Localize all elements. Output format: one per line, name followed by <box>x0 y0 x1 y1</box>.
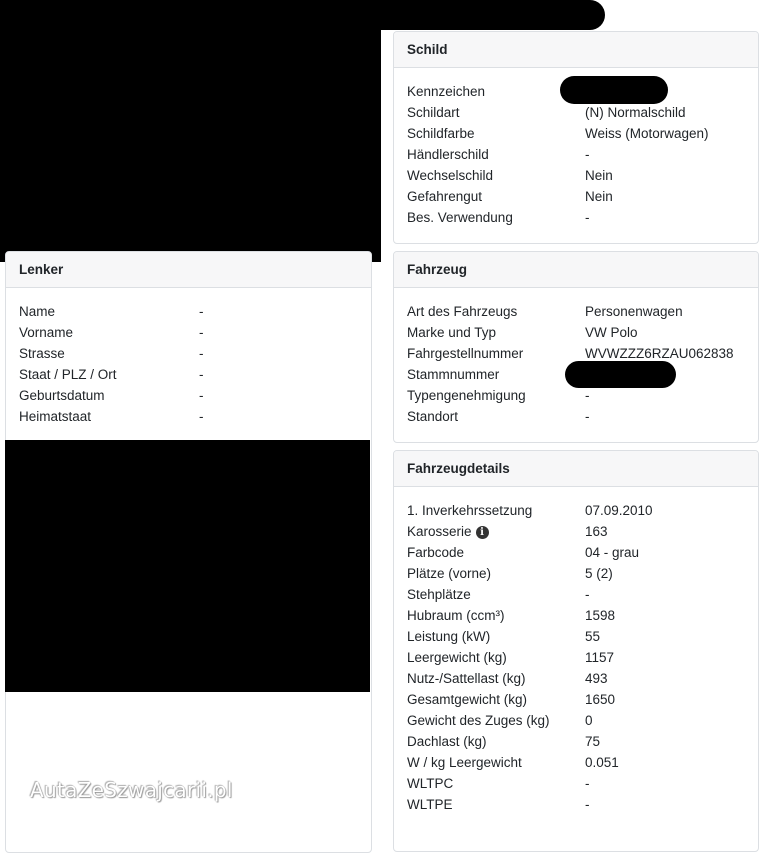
redaction-block-top-left <box>0 0 381 262</box>
row-value: - <box>199 304 204 319</box>
details-row-hubraum <box>394 605 758 626</box>
details-row-wltpe <box>394 794 758 815</box>
row-value: - <box>585 147 590 162</box>
row-label: Standort <box>407 409 459 424</box>
row-label: Hubraum (ccm³) <box>407 608 505 623</box>
row-value: 07.09.2010 <box>585 503 653 518</box>
row-label: WLTPC <box>407 776 454 791</box>
redaction-kennzeichen <box>560 76 668 104</box>
lenker-row-heimatstaat <box>6 406 371 427</box>
row-value: 493 <box>585 671 608 686</box>
redaction-block-lenker-lower <box>5 440 370 692</box>
row-value: Nein <box>585 189 613 204</box>
row-label: Name <box>19 304 56 319</box>
fahrzeug-card <box>393 251 759 443</box>
row-label: Strasse <box>19 346 65 361</box>
details-row-plaetze <box>394 563 758 584</box>
row-label: Fahrgestellnummer <box>407 346 524 361</box>
fahrzeug-row-marke-typ <box>394 322 758 343</box>
lenker-card-title: Lenker <box>6 252 371 288</box>
row-label: Händlerschild <box>407 147 489 162</box>
row-value: 0.051 <box>585 755 619 770</box>
row-label: Nutz-/Sattellast (kg) <box>407 671 526 686</box>
row-value: - <box>199 409 204 424</box>
row-value: Weiss (Motorwagen) <box>585 126 709 141</box>
details-row-w-kg <box>394 752 758 773</box>
row-value: - <box>199 346 204 361</box>
row-value: 1650 <box>585 692 616 707</box>
row-value: - <box>585 776 590 791</box>
fahrzeugdetails-card <box>393 450 759 852</box>
row-label: Gesamtgewicht (kg) <box>407 692 528 707</box>
lenker-row-strasse <box>6 343 371 364</box>
row-label: WLTPE <box>407 797 453 812</box>
row-label: Heimatstaat <box>19 409 92 424</box>
row-value: - <box>199 325 204 340</box>
lenker-row-geburtsdatum <box>6 385 371 406</box>
row-value: (N) Normalschild <box>585 105 686 120</box>
watermark: AutaZeSzwajcarii.pl <box>30 778 233 802</box>
schild-card <box>393 31 759 244</box>
row-label: Gewicht des Zuges (kg) <box>407 713 550 728</box>
details-row-gewicht-zug <box>394 710 758 731</box>
row-value: 1598 <box>585 608 616 623</box>
schild-row-wechselschild <box>394 165 758 186</box>
fahrzeug-card-body <box>394 288 758 427</box>
row-label: Vorname <box>19 325 74 340</box>
schild-row-schildart <box>394 102 758 123</box>
row-value: - <box>199 388 204 403</box>
schild-row-haendlerschild <box>394 144 758 165</box>
details-row-nutzlast <box>394 668 758 689</box>
details-row-wltpc <box>394 773 758 794</box>
row-value: WVWZZZ6RZAU062838 <box>585 346 734 361</box>
row-label: Karosserie <box>407 524 472 539</box>
row-label: Plätze (vorne) <box>407 566 492 581</box>
row-value: 163 <box>585 524 608 539</box>
row-value: 75 <box>585 734 601 749</box>
row-value: - <box>585 210 590 225</box>
row-value: 1157 <box>585 650 615 665</box>
details-row-leistung <box>394 626 758 647</box>
row-value: - <box>585 409 590 424</box>
redaction-bar-top <box>0 0 605 30</box>
fahrzeug-row-art <box>394 301 758 322</box>
row-value: Nein <box>585 168 613 183</box>
details-row-karosserie <box>394 521 758 542</box>
row-label: Schildart <box>407 105 460 120</box>
schild-row-bes-verwendung <box>394 207 758 228</box>
row-label: Kennzeichen <box>407 84 486 99</box>
row-value: VW Polo <box>585 325 638 340</box>
lenker-row-vorname <box>6 322 371 343</box>
row-label: Art des Fahrzeugs <box>407 304 518 319</box>
details-row-stehplaetze <box>394 584 758 605</box>
schild-card-title: Schild <box>394 32 758 68</box>
row-value: - <box>199 367 204 382</box>
details-row-dachlast <box>394 731 758 752</box>
lenker-card-body <box>6 288 371 427</box>
row-label: Leistung (kW) <box>407 629 491 644</box>
row-value: 0 <box>585 713 593 728</box>
row-label: Bes. Verwendung <box>407 210 513 225</box>
lenker-row-staat-plz-ort <box>6 364 371 385</box>
info-circle-icon[interactable]: i <box>476 526 489 539</box>
fahrzeugdetails-card-title: Fahrzeugdetails <box>394 451 758 487</box>
row-value: 04 - grau <box>585 545 640 560</box>
row-value: Personenwagen <box>585 304 683 319</box>
row-label: W / kg Leergewicht <box>407 755 522 770</box>
row-label: Leergewicht (kg) <box>407 650 507 665</box>
row-label: Schildfarbe <box>407 126 475 141</box>
row-label: Staat / PLZ / Ort <box>19 367 117 382</box>
row-label: 1. Inverkehrssetzung <box>407 503 533 518</box>
row-label: Dachlast (kg) <box>407 734 487 749</box>
row-value: - <box>585 797 590 812</box>
fahrzeug-row-typengenehmigung <box>394 385 758 406</box>
schild-row-gefahrengut <box>394 186 758 207</box>
fahrzeug-row-standort <box>394 406 758 427</box>
row-value: - <box>585 388 590 403</box>
row-label: Typengenehmigung <box>407 388 526 403</box>
row-label: Stehplätze <box>407 587 471 602</box>
row-label: Stammnummer <box>407 367 500 382</box>
row-value: - <box>585 587 590 602</box>
lenker-row-name <box>6 301 371 322</box>
row-label: Farbcode <box>407 545 465 560</box>
schild-row-schildfarbe <box>394 123 758 144</box>
details-row-leergewicht <box>394 647 758 668</box>
redaction-stammnummer <box>565 361 676 388</box>
details-row-inverkehrssetzung <box>394 500 758 521</box>
fahrzeugdetails-card-body <box>394 487 758 815</box>
details-row-gesamtgewicht <box>394 689 758 710</box>
row-label: Marke und Typ <box>407 325 497 340</box>
row-label: Gefahrengut <box>407 189 483 204</box>
fahrzeug-card-title: Fahrzeug <box>394 252 758 288</box>
row-label: Geburtsdatum <box>19 388 105 403</box>
row-label: Wechselschild <box>407 168 494 183</box>
details-row-farbcode <box>394 542 758 563</box>
row-value: 5 (2) <box>585 566 613 581</box>
row-label-wrap <box>407 521 489 542</box>
row-value: 55 <box>585 629 601 644</box>
